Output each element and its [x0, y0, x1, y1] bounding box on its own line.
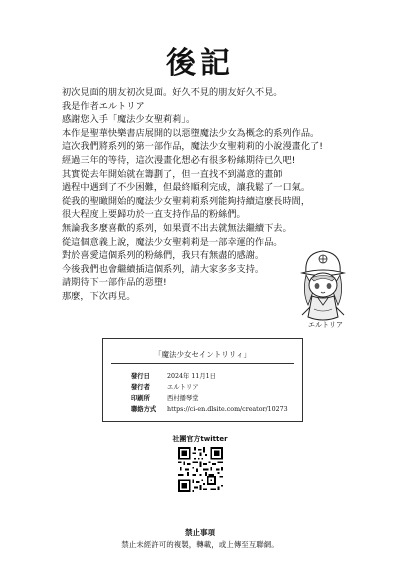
colophon-key: 發行者: [131, 384, 150, 391]
colophon-row: [131, 393, 199, 402]
afterword-line: 這次我們將系列的第一部作品，魔法少女聖莉莉的小說漫畫化了!: [62, 141, 323, 153]
afterword-line: 對於喜愛這個系列的粉絲們，我只有無盡的感謝。: [62, 250, 265, 262]
notice-title: 禁止事項: [185, 528, 215, 537]
afterword-line: 那麼，下次再見。: [62, 290, 136, 302]
colophon-row: [131, 404, 288, 413]
afterword-line: 從我的聖瞰開始的魔法少女聖莉莉系列能夠持續這麼長時間，: [62, 195, 311, 207]
afterword-line: 很大程度上要歸功於一直支持作品的粉絲們。: [62, 209, 246, 221]
afterword-line: 過程中遇到了不少困難，但最終順利完成，讓我鬆了一口氣。: [62, 182, 311, 194]
page-title: 後記: [166, 46, 234, 81]
colophon-value: 2024年 11月1日: [167, 373, 216, 380]
colophon-row: [131, 371, 216, 380]
afterword-line: 本作是聖華快樂書店展開的以惡墮魔法少女為概念的系列作品。: [62, 127, 320, 139]
afterword-line: 其實從去年開始就在籌劃了，但一直找不到滿意的畫師: [62, 168, 283, 180]
colophon-row: [131, 382, 199, 391]
afterword-line: 今後我們也會繼續插這個系列，請大家多多支持。: [62, 263, 265, 275]
colophon-value: エルトリア: [167, 384, 199, 391]
colophon-key: 印刷所: [131, 395, 150, 402]
colophon-box: [102, 338, 303, 422]
afterword-line: 請期待下一部作品的惡墮!: [62, 277, 167, 289]
colophon-key: 發行日: [131, 373, 150, 380]
twitter-label: 社團官方twitter: [172, 435, 228, 443]
afterword-line: 經過三年的等待，這次漫畫化想必有很多粉絲期待已久吧!: [62, 154, 296, 166]
afterword-line: 從這個意義上說，魔法少女聖莉莉是一部幸運的作品。: [62, 236, 283, 248]
colophon-value: 西村播琴堂: [167, 395, 199, 402]
mascot-illustration: [292, 245, 354, 323]
afterword-line: 初次見面的朋友初次見面。好久不見的朋友好久不見。: [62, 87, 283, 98]
notice-body: 禁止未經許可的複製，轉載，或上傳至互聯網。: [121, 540, 279, 549]
colophon-value: https://ci-en.dlsite.com/creator/10273: [167, 406, 288, 413]
colophon-divider: [111, 363, 294, 364]
author-signature: エルトリア: [308, 321, 343, 329]
colophon-key: 聯絡方式: [131, 406, 157, 413]
afterword-line: 我是作者エルトリア: [62, 100, 145, 112]
afterword-line: 無論我多麼喜歡的系列，如果賣不出去就無法繼續下去。: [62, 222, 292, 234]
afterword-line: 感謝您入手「魔法少女聖莉莉」。: [62, 114, 196, 126]
colophon-title: 「魔法少女セイントリリィ」: [154, 350, 251, 359]
qr-code-icon[interactable]: [178, 447, 223, 492]
